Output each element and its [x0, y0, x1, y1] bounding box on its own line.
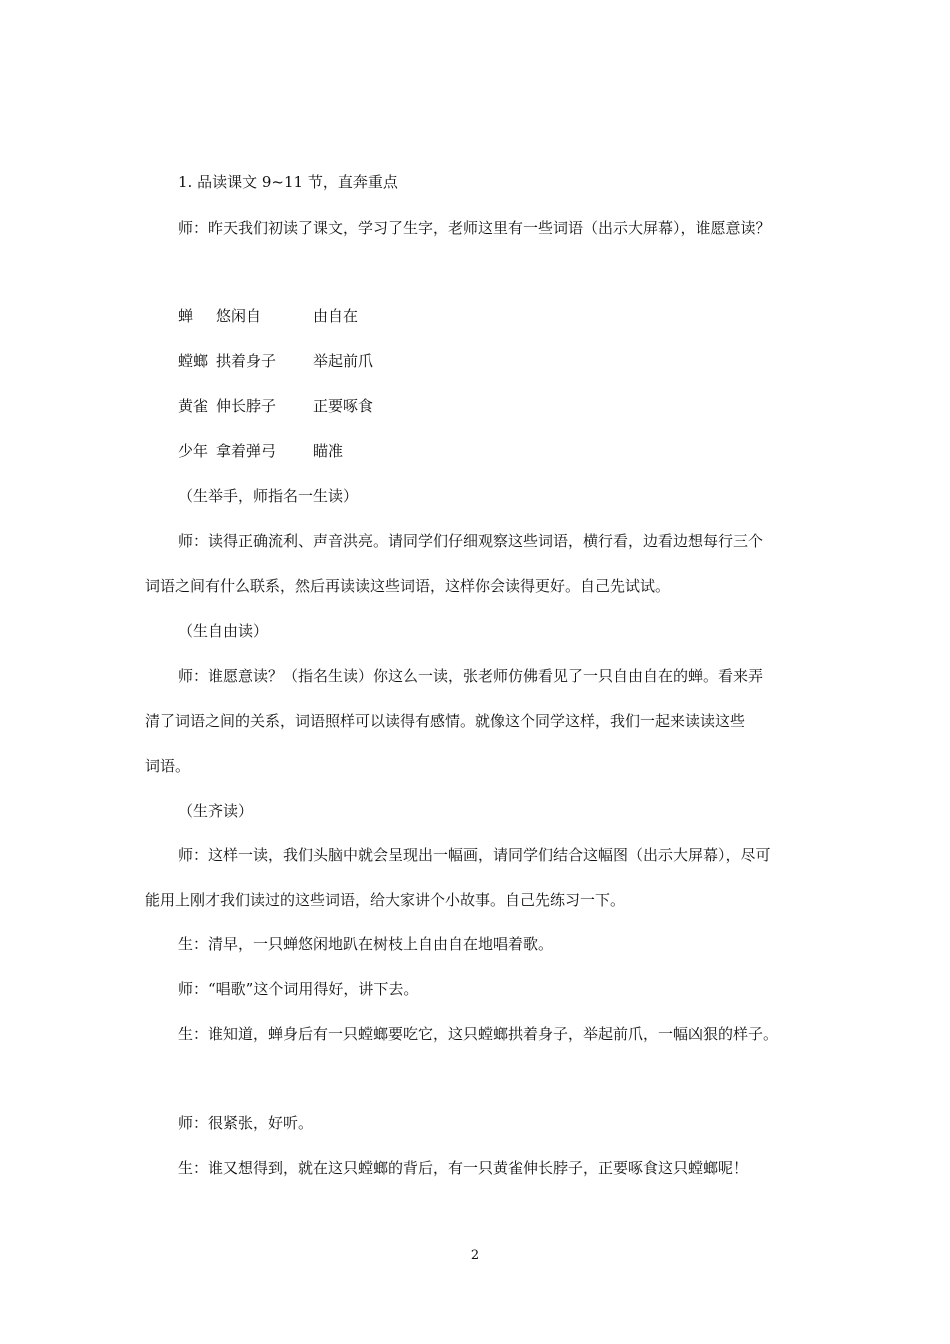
paragraph: （生举手，师指名一生读）	[178, 487, 359, 505]
word-cell: 悠闲自	[216, 307, 262, 325]
word-cell: 少年	[178, 442, 209, 460]
paragraph: 清了词语之间的关系，词语照样可以读得有感情。就像这个同学这样，我们一起来读读这些	[145, 712, 746, 730]
paragraph: 师：“唱歌”这个词用得好，讲下去。	[178, 980, 419, 998]
section-heading: 1. 品读课文 9~11 节，直奔重点	[178, 173, 398, 191]
word-cell: 蝉	[178, 307, 194, 325]
word-cell: 由自在	[313, 307, 359, 325]
paragraph: 词语。	[145, 757, 191, 775]
paragraph: 词语之间有什么联系，然后再读读这些词语，这样你会读得更好。自己先试试。	[145, 577, 671, 595]
paragraph: 师：这样一读，我们头脑中就会呈现出一幅画，请同学们结合这幅图（出示大屏幕），尽可	[178, 846, 771, 864]
paragraph: 生：谁知道，蝉身后有一只螳螂要吃它，这只螳螂拱着身子，举起前爪，一幅凶狠的样子。	[178, 1025, 779, 1043]
paragraph: 能用上刚才我们读过的这些词语，给大家讲个小故事。自己先练习一下。	[145, 891, 626, 909]
word-cell: 拱着身子	[216, 352, 277, 370]
word-cell: 正要啄食	[313, 397, 374, 415]
paragraph: （生齐读）	[178, 802, 254, 820]
word-cell: 瞄准	[313, 442, 344, 460]
word-cell: 黄雀	[178, 397, 209, 415]
word-cell: 伸长脖子	[216, 397, 277, 415]
word-cell: 拿着弹弓	[216, 442, 277, 460]
word-cell: 螳螂	[178, 352, 209, 370]
paragraph: 师：很紧张，好听。	[178, 1114, 314, 1132]
paragraph: 生：清早，一只蝉悠闲地趴在树枝上自由自在地唱着歌。	[178, 935, 554, 953]
paragraph: 师：谁愿意读？（指名生读）你这么一读，张老师仿佛看见了一只自由自在的蝉。看来弄	[178, 667, 764, 685]
page-number: 2	[470, 1248, 480, 1263]
paragraph: 师：读得正确流利、声音洪亮。请同学们仔细观察这些词语，横行看，边看边想每行三个	[178, 532, 764, 550]
paragraph: （生自由读）	[178, 622, 269, 640]
word-cell: 举起前爪	[313, 352, 374, 370]
paragraph: 生：谁又想得到，就在这只螳螂的背后，有一只黄雀伸长脖子，正要啄食这只螳螂呢！	[178, 1159, 749, 1177]
paragraph: 师：昨天我们初读了课文，学习了生字，老师这里有一些词语（出示大屏幕），谁愿意读？	[178, 219, 771, 237]
